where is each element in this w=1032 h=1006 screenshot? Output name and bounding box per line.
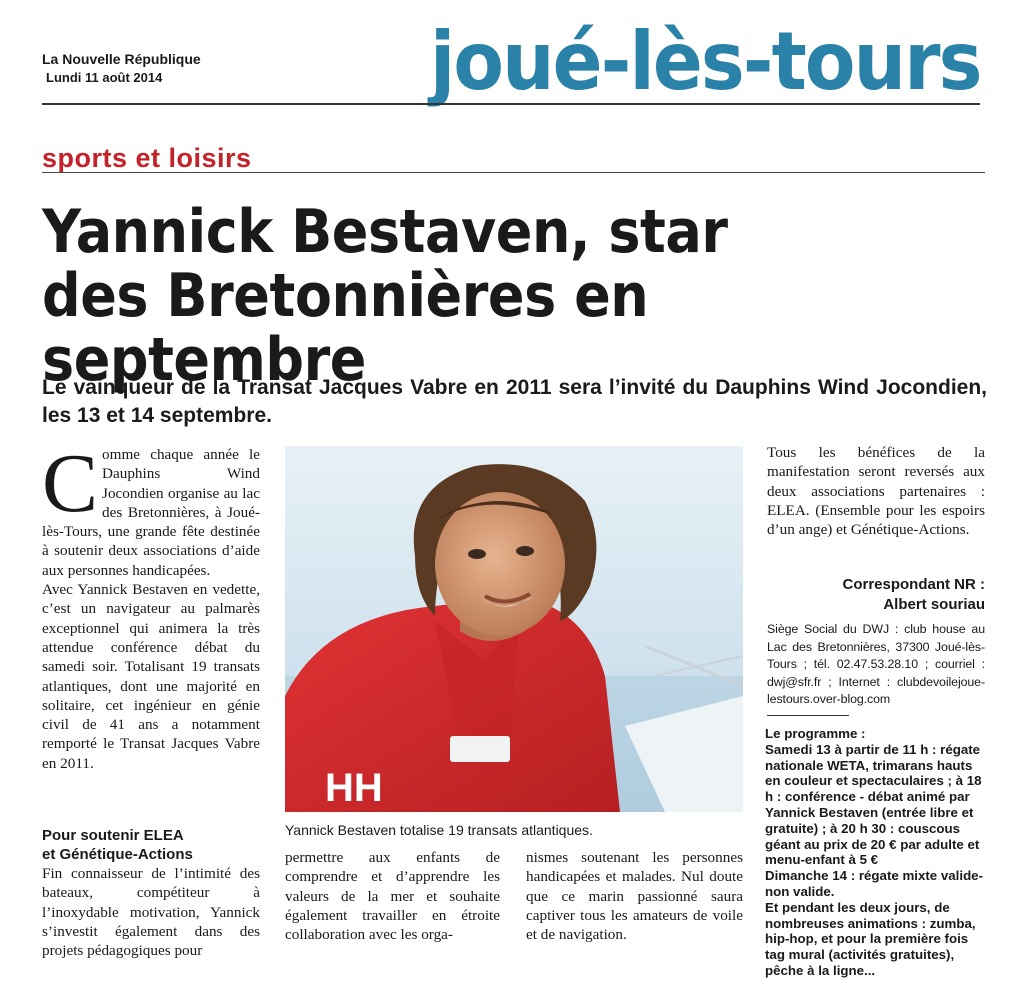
portrait-photo-illustration — [285, 446, 743, 812]
lede: Le vainqueur de la Transat Jacques Vabre en 2011 sera l’invité du Dauphins Wind Jocondien, les 13 et 14 septembre. — [42, 376, 987, 427]
paragraph-1-text: omme chaque année le Dauphins Wind Jocondien organise au lac des Bretonnières, à Joué-lès-Tours, une grande fête destinée à soutenir deux associations d’aide aux personnes handicapées. — [42, 446, 260, 579]
subheading-line-1: Pour soutenir ELEA — [42, 827, 184, 844]
program-saturday: Samedi 13 à partir de 11 h : régate nationale WETA, trimarans hauts en couleur et spectaculaires ; à 18 h : conférence - débat animé par Yannick Bestaven (entrée libre et gratuite) ; à 20 h 30 : couscous géant au prix de 20 € par adulte et menu-enfant à 5 € — [765, 741, 982, 868]
paragraph-3-part-1: Fin connaisseur de l’intimité des bateaux, compétiteur à l’inoxydable motivation, Yannick s’investit également dans des projets pédagogiques pour — [42, 865, 260, 960]
edition-title: joué-lès-tours — [430, 15, 981, 108]
byline-name: Albert souriau — [883, 596, 985, 613]
headline — [42, 197, 897, 395]
face — [435, 492, 565, 636]
section-label: sports et loisirs — [42, 143, 252, 173]
jacket-badge — [450, 736, 510, 762]
newspaper-name: La Nouvelle République — [42, 51, 201, 67]
subheading-line-2: et Génétique-Actions — [42, 846, 193, 863]
headline-line-2: des Bretonnières en septembre — [42, 261, 649, 395]
section-rule — [42, 172, 985, 173]
paragraph-3-part-3: nismes soutenant les personnes handicapées et malades. Nul doute que ce marin passionné saura captiver tous les amateurs de voile et de navigation. — [526, 849, 743, 944]
masthead-rule — [42, 103, 980, 105]
jacket-logo: HH — [325, 766, 383, 810]
headline-line-1: Yannick Bestaven, star — [42, 197, 728, 267]
subheading — [42, 826, 262, 864]
program-rule — [767, 715, 849, 716]
paragraph-3-part-2: permettre aux enfants de comprendre et d’apprendre les valeurs de la mer et souhaite également travailler en étroite collaboration avec les orga- — [285, 849, 500, 944]
paragraph-2: Avec Yannick Bestaven en vedette, c’est un navigateur au palmarès exceptionnel qui animera la très attendue conférence débat du samedi soir. Totalisant 19 transats atlantiques, dont une majorité en solitaire, cet ingénieur en génie civil de 41 ans a notamment remporté le Transat Jacques Vabre en 2011. — [42, 581, 260, 772]
club-info: Siège Social du DWJ : club house au Lac des Bretonnières, 37300 Joué-lès-Tours ; tél. 02.47.53.28.10 ; courriel : dwj@sfr.fr ; Internet : clubdevoilejoue-lestours.over-blog.com — [767, 622, 985, 707]
article-column-1 — [42, 437, 260, 773]
issue-date: Lundi 11 août 2014 — [46, 70, 163, 85]
paragraph-4: Tous les bénéfices de la manifestation seront reversés aux deux associations partenaires : ELEA. (Ensemble pour les espoirs d’un ange) et Génétique-Actions. — [767, 444, 985, 539]
program-both-days: Et pendant les deux jours, de nombreuses animations : zumba, hip-hop, et pour la première fois tag mural (activités gratuites), pêche à la ligne... — [765, 899, 976, 978]
article-photo — [285, 446, 743, 812]
paragraph-1 — [42, 437, 260, 580]
program-sunday: Dimanche 14 : régate mixte valide-non valide. — [765, 868, 984, 899]
program-box — [765, 726, 987, 979]
byline-role: Correspondant NR : — [842, 576, 985, 593]
byline — [767, 575, 985, 615]
program-title: Le programme : — [765, 726, 866, 741]
drop-cap: C — [42, 437, 99, 530]
photo-caption: Yannick Bestaven totalise 19 transats atlantiques. — [285, 822, 593, 838]
